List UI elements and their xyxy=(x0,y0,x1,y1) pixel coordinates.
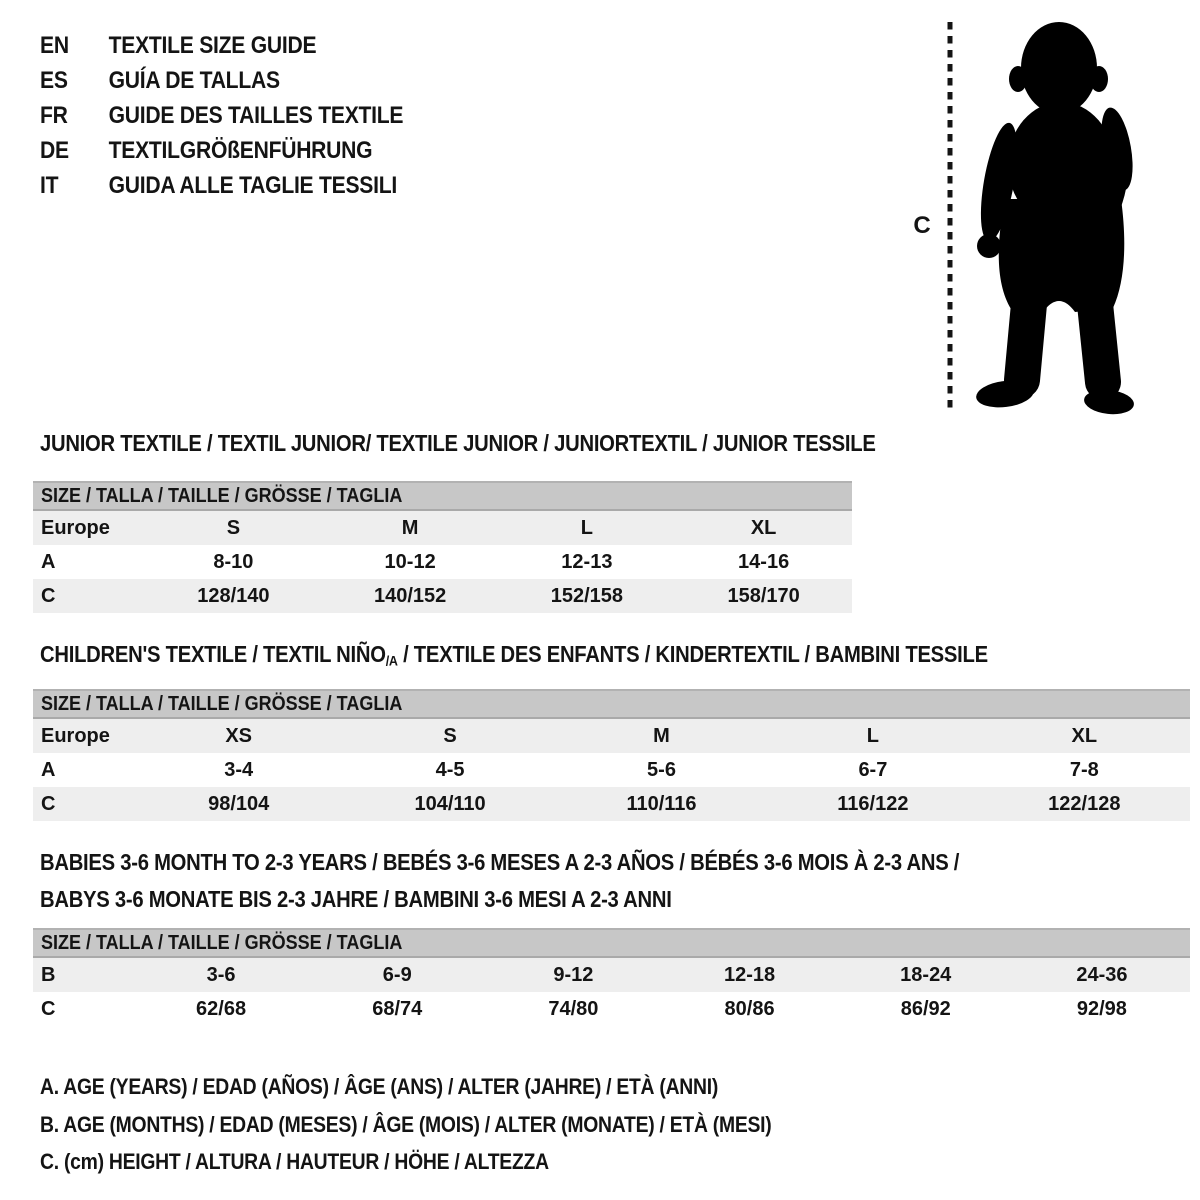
row-label: C xyxy=(41,997,56,1020)
toddler-body xyxy=(974,22,1138,417)
table-row xyxy=(33,719,1190,753)
children-size-table xyxy=(33,689,1190,821)
months-cell: 18-24 xyxy=(900,963,952,986)
height-cell: 86/92 xyxy=(900,997,951,1020)
height-cell: 104/110 xyxy=(414,792,486,815)
row-label: A xyxy=(41,758,56,781)
height-cell: 122/128 xyxy=(1048,792,1121,815)
language-label: TEXTILE SIZE GUIDE xyxy=(108,32,317,59)
row-label: A xyxy=(41,550,56,573)
language-code: FR xyxy=(40,102,68,129)
months-cell: 9-12 xyxy=(553,963,594,986)
children-title-part1: CHILDREN'S TEXTILE / TEXTIL NIÑO xyxy=(40,641,386,667)
age-cell: 6-7 xyxy=(858,758,888,781)
language-label: TEXTILGRÖßENFÜHRUNG xyxy=(108,137,373,164)
row-label: C xyxy=(41,792,56,815)
height-cell: 158/170 xyxy=(727,584,800,607)
footnote-a: A. AGE (YEARS) / EDAD (AÑOS) / ÂGE (ANS) / ALTER (JAHRE) / ETÀ (ANNI) xyxy=(40,1074,719,1099)
language-row-de xyxy=(40,133,403,168)
language-code: DE xyxy=(40,137,69,164)
size-cell: S xyxy=(443,724,457,747)
height-cell: 116/122 xyxy=(837,792,909,815)
size-cell: S xyxy=(226,516,241,539)
age-cell: 8-10 xyxy=(213,550,254,573)
junior-section-title: JUNIOR TEXTILE / TEXTIL JUNIOR/ TEXTILE JUNIOR / JUNIORTEXTIL / JUNIOR TESSILE xyxy=(40,430,876,456)
language-row-en xyxy=(40,28,403,63)
table-row xyxy=(33,787,1190,821)
age-cell: 10-12 xyxy=(384,550,436,573)
language-title-list xyxy=(40,28,403,203)
table-row xyxy=(33,579,852,613)
age-cell: 3-4 xyxy=(224,758,254,781)
language-label: GUÍA DE TALLAS xyxy=(108,67,280,94)
size-cell: XL xyxy=(750,516,777,539)
footnote-b: B. AGE (MONTHS) / EDAD (MESES) / ÂGE (MOIS) / ALTER (MONATE) / ETÀ (MESI) xyxy=(40,1111,772,1137)
height-cell: 92/98 xyxy=(1076,997,1127,1020)
language-label: GUIDA ALLE TAGLIE TESSILI xyxy=(108,172,397,199)
table-row xyxy=(33,992,1190,1026)
toddler-silhouette-icon xyxy=(938,14,1148,420)
height-cell: 98/104 xyxy=(208,792,270,815)
size-cell: L xyxy=(580,516,593,539)
language-row-es xyxy=(40,63,403,98)
language-row-fr xyxy=(40,98,403,133)
row-label: C xyxy=(41,584,56,607)
table-row xyxy=(33,545,852,579)
size-cell: XL xyxy=(1071,724,1098,747)
row-label: B xyxy=(41,963,56,986)
height-measure-label: C xyxy=(913,212,931,239)
language-label: GUIDE DES TAILLES TEXTILE xyxy=(108,102,404,129)
row-label: Europe xyxy=(41,724,110,747)
table-row xyxy=(33,511,852,545)
months-cell: 12-18 xyxy=(724,963,776,986)
height-cell: 74/80 xyxy=(548,997,599,1020)
babies-size-table xyxy=(33,928,1190,1026)
babies-section-title-line2: BABYS 3-6 MONATE BIS 2-3 JAHRE / BAMBINI 3-6 MESI A 2-3 ANNI xyxy=(40,886,672,912)
babies-size-header-bar xyxy=(33,928,1190,958)
footnotes xyxy=(40,1068,871,1181)
size-header-text: SIZE / TALLA / TAILLE / GRÖSSE / TAGLIA xyxy=(41,693,403,715)
height-cell: 152/158 xyxy=(550,584,624,607)
junior-size-header-bar xyxy=(33,481,852,511)
language-row-it xyxy=(40,168,403,203)
age-cell: 7-8 xyxy=(1069,758,1099,781)
language-code: EN xyxy=(40,32,69,59)
children-title-part2: / TEXTILE DES ENFANTS / KINDERTEXTIL / BAMBINI TESSILE xyxy=(397,641,988,667)
height-cell: 140/152 xyxy=(373,584,447,607)
size-header-text: SIZE / TALLA / TAILLE / GRÖSSE / TAGLIA xyxy=(41,932,403,954)
babies-section-title-line1: BABIES 3-6 MONTH TO 2-3 YEARS / BEBÉS 3-6 MESES A 2-3 AÑOS / BÉBÉS 3-6 MOIS À 2-3 ANS / xyxy=(40,849,960,875)
language-code: ES xyxy=(40,67,68,94)
size-cell: M xyxy=(401,516,419,539)
children-section-title xyxy=(40,641,988,670)
age-cell: 14-16 xyxy=(738,550,790,573)
height-cell: 110/116 xyxy=(626,792,697,815)
months-cell: 3-6 xyxy=(206,963,236,986)
age-cell: 12-13 xyxy=(561,550,613,573)
height-cell: 62/68 xyxy=(196,997,247,1020)
table-row xyxy=(33,958,1190,992)
size-header-text: SIZE / TALLA / TAILLE / GRÖSSE / TAGLIA xyxy=(41,485,403,507)
row-label: Europe xyxy=(41,516,110,539)
months-cell: 6-9 xyxy=(382,963,412,986)
height-cell: 68/74 xyxy=(372,997,423,1020)
footnote-c: C. (cm) HEIGHT / ALTURA / HAUTEUR / HÖHE / ALTEZZA xyxy=(40,1149,549,1174)
children-title-sub: /A xyxy=(385,653,398,670)
language-code: IT xyxy=(40,172,59,199)
age-cell: 4-5 xyxy=(435,758,465,781)
age-cell: 5-6 xyxy=(647,758,676,781)
size-cell: M xyxy=(653,724,670,747)
months-cell: 24-36 xyxy=(1076,963,1128,986)
size-cell: XS xyxy=(225,724,253,747)
children-size-header-bar xyxy=(33,689,1190,719)
junior-size-table xyxy=(33,481,852,613)
size-cell: L xyxy=(866,724,879,747)
table-row xyxy=(33,753,1190,787)
height-cell: 128/140 xyxy=(197,584,270,607)
height-cell: 80/86 xyxy=(724,997,775,1020)
